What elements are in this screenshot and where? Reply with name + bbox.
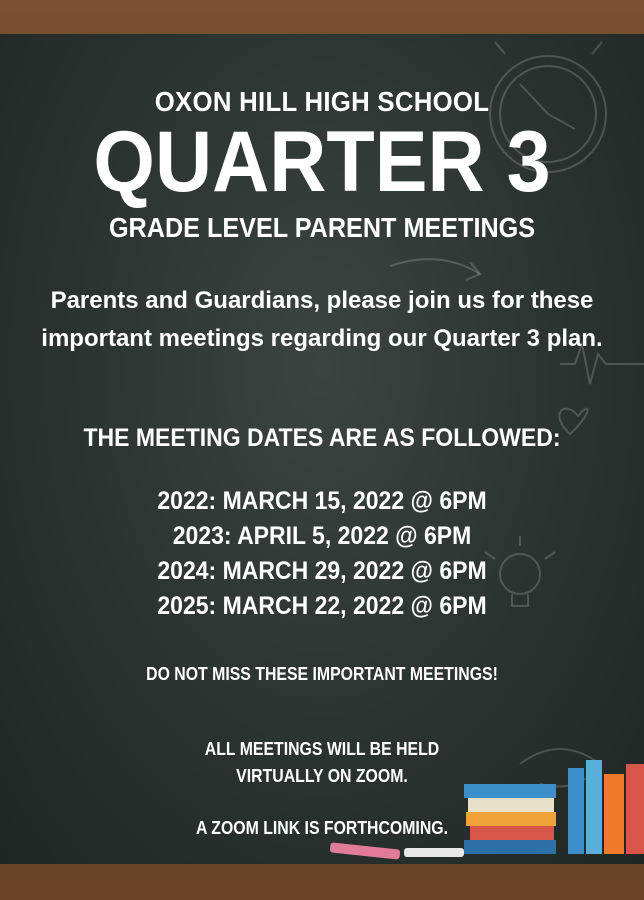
meeting-date-2024: 2024: MARCH 29, 2022 @ 6PM: [157, 557, 487, 585]
intro-text: Parents and Guardians, please join us for these important meetings regarding our Quarter 3 plan.: [41, 287, 603, 352]
meeting-dates: [26, 484, 618, 624]
meeting-date-2023: 2023: APRIL 5, 2022 @ 6PM: [172, 522, 472, 550]
headline: QUARTER 3: [93, 114, 551, 210]
dates-heading: THE MEETING DATES ARE AS FOLLOWED:: [83, 424, 561, 452]
chalk-stick-white: [404, 848, 464, 857]
meeting-date-2025: 2025: MARCH 22, 2022 @ 6PM: [157, 592, 487, 620]
school-name: OXON HILL HIGH SCHOOL: [154, 86, 490, 117]
meeting-date-2022: 2022: MARCH 15, 2022 @ 6PM: [157, 487, 487, 515]
dont-miss-notice: DO NOT MISS THESE IMPORTANT MEETINGS!: [146, 664, 498, 684]
virtual-line-1: ALL MEETINGS WILL BE HELD: [204, 739, 440, 759]
arrow-doodle-icon: [390, 259, 480, 280]
book-stack-icon: [464, 724, 644, 864]
zoom-link-notice: A ZOOM LINK IS FORTHCOMING.: [196, 818, 448, 838]
virtual-line-2: VIRTUALLY ON ZOOM.: [236, 766, 408, 786]
subheadline: GRADE LEVEL PARENT MEETINGS: [108, 212, 536, 243]
chalkboard: [0, 34, 644, 864]
